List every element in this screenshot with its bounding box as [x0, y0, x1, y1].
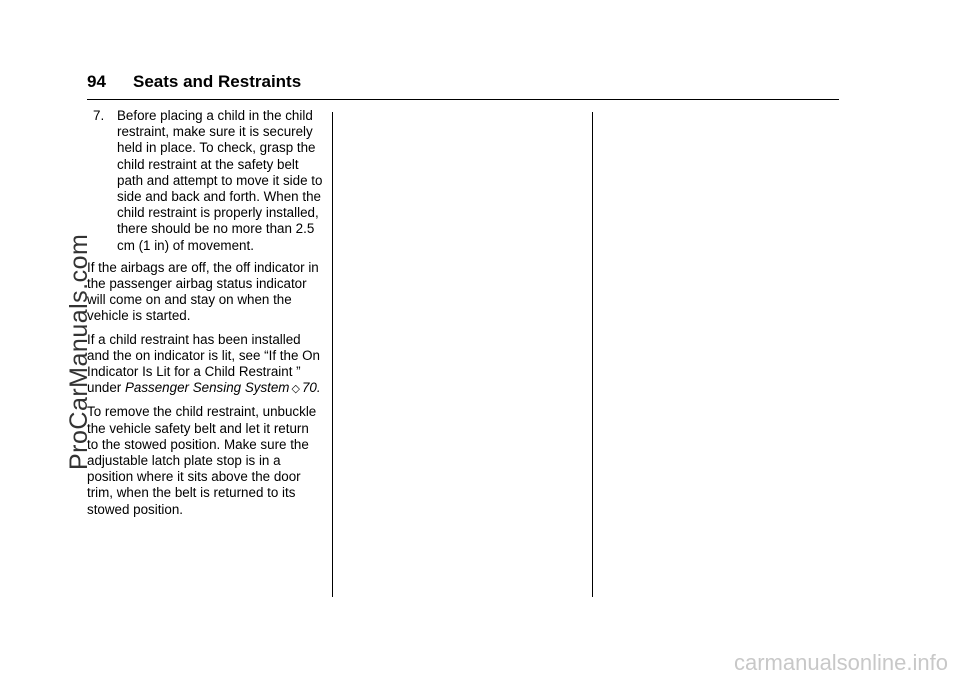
cross-reference-page[interactable]: 70 — [301, 380, 317, 396]
column-divider-right — [592, 112, 593, 597]
paragraph-remove: To remove the child restraint, unbuckle the vehicle safety belt and let it return to the stowed position. Make sure the adjustable latch plate stop is in a position where it sits above the door trim, when the belt is returned to its stowed position. — [87, 404, 317, 517]
side-watermark: ProCarManuals.com — [65, 233, 93, 470]
step-7 — [87, 108, 323, 254]
cross-reference-link[interactable]: Passenger Sensing System — [124, 380, 290, 396]
paragraph-installed-lead: If a child restraint has been installed and the on indicator is lit, see “If the On Indicator Is Lit for a Child Restraint ” under — [87, 331, 320, 396]
step-text: Before placing a child in the child restraint, make sure it is securely held in place. To check, grasp the child restraint at the safety belt path and attempt to move it side to side and back and forth. When the child restraint is properly installed, there should be no more than 2.5 cm (1 in) of movement. — [117, 108, 323, 253]
step-number: 7. — [93, 108, 105, 123]
footer-watermark: carmanualsonline.info — [733, 650, 948, 675]
column-divider-left — [332, 112, 333, 597]
section-title: Seats and Restraints — [133, 72, 302, 91]
paragraph-installed — [87, 332, 323, 398]
page-reference-icon: ◇ — [291, 383, 300, 396]
paragraph-airbags: If the airbags are off, the off indicator in the passenger airbag status indicator will come on and stay on when the vehicle is started. — [87, 259, 319, 324]
text-column — [87, 108, 323, 525]
header-divider — [87, 99, 839, 100]
page-header — [87, 72, 839, 100]
paragraph-installed-tail: . — [316, 380, 321, 396]
page-number: 94 — [87, 72, 106, 91]
